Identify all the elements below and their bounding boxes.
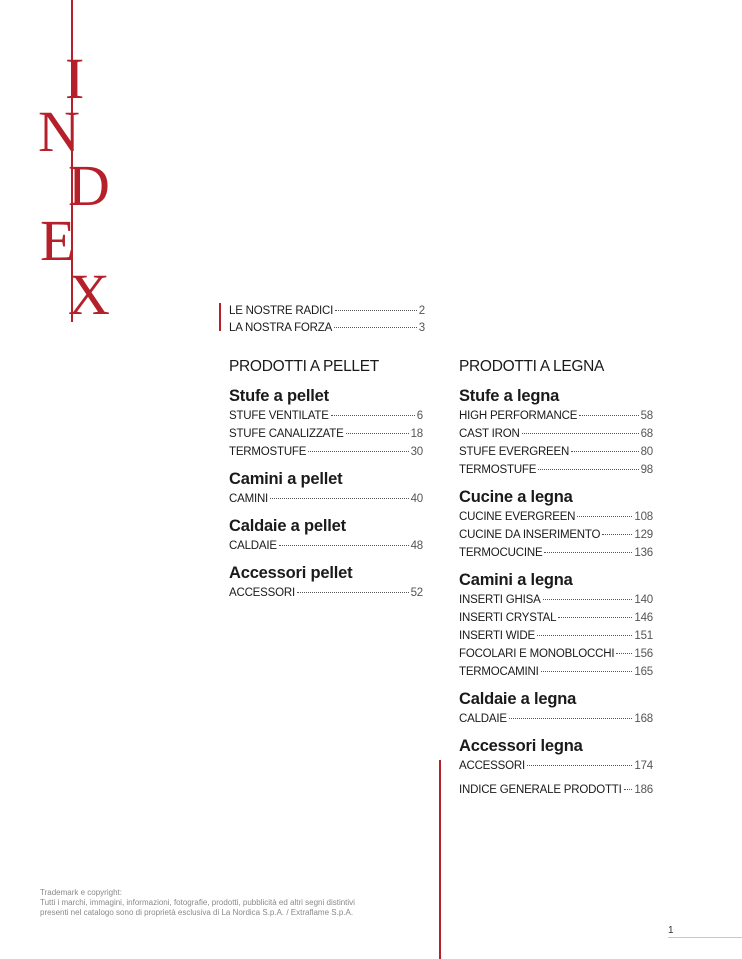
toc-dot-leader xyxy=(270,498,409,499)
toc-entry[interactable] xyxy=(459,461,653,479)
index-letter-i: I xyxy=(65,46,85,111)
toc-dot-leader xyxy=(334,327,417,328)
toc-dot-leader xyxy=(538,469,638,470)
toc-dot-leader xyxy=(522,433,639,434)
toc-dot-leader xyxy=(509,718,633,719)
toc-dot-leader xyxy=(579,415,638,416)
toc-entry-label: ACCESSORI xyxy=(229,587,295,599)
toc-entry[interactable] xyxy=(459,544,653,562)
index-letter-e: E xyxy=(40,208,76,273)
toc-entry-page: 3 xyxy=(418,322,425,334)
toc-entry[interactable] xyxy=(459,443,653,461)
toc-entry[interactable] xyxy=(459,508,653,526)
toc-entry-page: 48 xyxy=(410,540,423,552)
column-heading: PRODOTTI A PELLET xyxy=(229,358,379,375)
section-title: Accessori legna xyxy=(459,737,583,755)
legal-notice xyxy=(40,888,380,918)
toc-section xyxy=(229,515,423,555)
toc-dot-leader xyxy=(616,653,632,654)
toc-section xyxy=(459,735,653,775)
toc-dot-leader xyxy=(527,765,632,766)
section-title: Stufe a legna xyxy=(459,387,560,405)
section-title: Cucine a legna xyxy=(459,488,573,506)
toc-entry-page: 146 xyxy=(634,612,653,624)
toc-entry[interactable] xyxy=(229,320,425,337)
intro-entries xyxy=(219,303,425,337)
legal-line: Tutti i marchi, immagini, informazioni, fotografie, prodotti, pubblicità ed altri segni distintivi xyxy=(40,898,355,907)
toc-dot-leader xyxy=(541,671,633,672)
toc-dot-leader xyxy=(537,635,632,636)
toc-entry[interactable] xyxy=(459,645,653,663)
toc-entry-label: LE NOSTRE RADICI xyxy=(229,305,334,317)
page-number: 1 xyxy=(668,925,674,936)
toc-entry[interactable] xyxy=(229,537,423,555)
toc-entry[interactable] xyxy=(459,627,653,645)
section-title: Caldaie a pellet xyxy=(229,517,346,535)
toc-entry-page: 40 xyxy=(410,493,423,505)
toc-entry-page: 80 xyxy=(640,446,653,458)
toc-section xyxy=(229,385,423,461)
toc-entry[interactable] xyxy=(459,710,653,728)
toc-entry[interactable] xyxy=(459,757,653,775)
section-title: Caldaie a legna xyxy=(459,690,577,708)
toc-entry-page: 151 xyxy=(634,630,653,642)
index-letter-n: N xyxy=(38,99,80,164)
column-heading: PRODOTTI A LEGNA xyxy=(459,358,605,375)
general-index-entry[interactable] xyxy=(459,782,653,799)
toc-entry-label: STUFE CANALIZZATE xyxy=(229,428,344,440)
toc-entry-label: CAMINI xyxy=(229,493,269,505)
toc-entry-page: 168 xyxy=(634,713,653,725)
toc-section xyxy=(229,562,423,602)
section-title: Camini a pellet xyxy=(229,470,343,488)
toc-entry-page: 30 xyxy=(410,446,423,458)
toc-entry-page: 165 xyxy=(634,666,653,678)
toc-dot-leader xyxy=(543,599,633,600)
toc-entry-page: 6 xyxy=(416,410,423,422)
toc-entry-label: CALDAIE xyxy=(459,713,507,725)
toc-entry-label: TERMOCAMINI xyxy=(459,666,539,678)
toc-entry-label: INSERTI WIDE xyxy=(459,630,535,642)
intro-accent-bar xyxy=(219,303,221,331)
toc-entry-page: 68 xyxy=(640,428,653,440)
toc-entry-label: TERMOCUCINE xyxy=(459,547,543,559)
toc-section xyxy=(229,468,423,508)
toc-dot-leader xyxy=(544,552,632,553)
toc-entry-page: 108 xyxy=(634,511,653,523)
toc-section xyxy=(459,569,653,681)
toc-entry-label: CUCINE EVERGREEN xyxy=(459,511,576,523)
toc-entry-page: 156 xyxy=(634,648,653,660)
toc-entry[interactable] xyxy=(229,490,423,508)
toc-dot-leader xyxy=(331,415,415,416)
toc-entry-label: INSERTI CRYSTAL xyxy=(459,612,557,624)
toc-dot-leader xyxy=(558,617,632,618)
toc-entry-page: 18 xyxy=(410,428,423,440)
legal-line: presenti nel catalogo sono di proprietà esclusiva di La Nordica S.p.A. / Extraflame S.p.A. xyxy=(40,908,354,917)
index-letter-d: D xyxy=(68,153,110,218)
toc-dot-leader xyxy=(297,592,409,593)
toc-entry[interactable] xyxy=(459,609,653,627)
toc-entry[interactable] xyxy=(459,591,653,609)
toc-entry[interactable] xyxy=(459,425,653,443)
toc-entry-page: 129 xyxy=(634,529,653,541)
toc-entry-label: TERMOSTUFE xyxy=(229,446,307,458)
toc-dot-leader xyxy=(279,545,409,546)
toc-entry[interactable] xyxy=(229,407,423,425)
toc-dot-leader xyxy=(602,534,632,535)
toc-entry-page: 52 xyxy=(410,587,423,599)
toc-entry-label: TERMOSTUFE xyxy=(459,464,537,476)
toc-entry-label: HIGH PERFORMANCE xyxy=(459,410,578,422)
toc-dot-leader xyxy=(308,451,408,452)
legal-line: Trademark e copyright: xyxy=(40,888,122,897)
toc-entry-page: 186 xyxy=(634,784,653,796)
toc-entry[interactable] xyxy=(229,443,423,461)
toc-entry-page: 174 xyxy=(634,760,653,772)
wood-products-column xyxy=(459,357,653,799)
toc-dot-leader xyxy=(346,433,409,434)
toc-entry[interactable] xyxy=(459,407,653,425)
pellet-products-column xyxy=(229,357,423,609)
toc-entry-page: 98 xyxy=(640,464,653,476)
toc-dot-leader xyxy=(335,310,417,311)
toc-entry-label: LA NOSTRA FORZA xyxy=(229,322,333,334)
toc-entry-label: CAST IRON xyxy=(459,428,520,440)
toc-section xyxy=(459,688,653,728)
toc-entry-page: 2 xyxy=(418,305,425,317)
section-title: Stufe a pellet xyxy=(229,387,329,405)
toc-entry-label: STUFE EVERGREEN xyxy=(459,446,570,458)
toc-entry[interactable] xyxy=(229,425,423,443)
toc-entry-label: ACCESSORI xyxy=(459,760,525,772)
index-title xyxy=(0,0,120,330)
index-letter-x: X xyxy=(68,262,110,327)
toc-entry[interactable] xyxy=(229,303,425,320)
toc-entry-label: INDICE GENERALE PRODOTTI xyxy=(459,784,622,796)
toc-section xyxy=(459,486,653,562)
toc-dot-leader xyxy=(571,451,638,452)
toc-entry[interactable] xyxy=(229,584,423,602)
page-number-rule xyxy=(668,937,742,938)
toc-dot-leader xyxy=(624,789,633,790)
toc-dot-leader xyxy=(577,516,632,517)
toc-entry[interactable] xyxy=(459,663,653,681)
toc-entry-label: FOCOLARI E MONOBLOCCHI xyxy=(459,648,615,660)
toc-entry-page: 140 xyxy=(634,594,653,606)
toc-entry-page: 136 xyxy=(634,547,653,559)
toc-entry-label: STUFE VENTILATE xyxy=(229,410,329,422)
section-title: Accessori pellet xyxy=(229,564,353,582)
toc-entry-label: CUCINE DA INSERIMENTO xyxy=(459,529,601,541)
toc-section xyxy=(459,385,653,479)
bottom-divider-line xyxy=(439,760,441,959)
toc-entry[interactable] xyxy=(459,526,653,544)
toc-entry-label: CALDAIE xyxy=(229,540,277,552)
toc-entry-page: 58 xyxy=(640,410,653,422)
toc-entry-label: INSERTI GHISA xyxy=(459,594,541,606)
section-title: Camini a legna xyxy=(459,571,573,589)
